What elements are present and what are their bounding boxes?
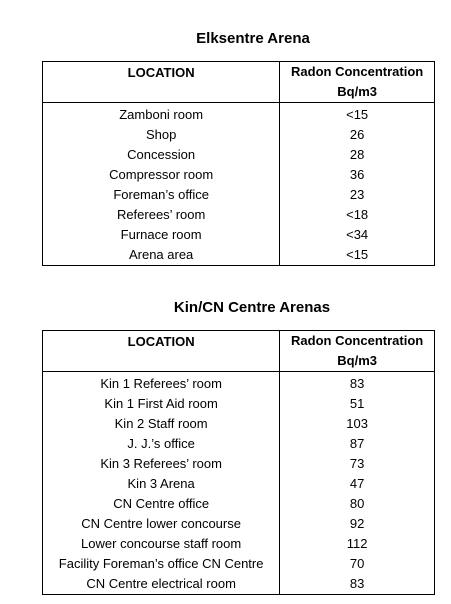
radon-value-cell: 87	[280, 434, 435, 454]
elksentre-title: Elksentre Arena	[196, 30, 310, 47]
table-row	[43, 554, 435, 574]
location-cell: Shop	[43, 125, 280, 145]
table-row	[43, 394, 435, 414]
table-row	[43, 474, 435, 494]
table-row	[43, 434, 435, 454]
radon-value-cell: <34	[280, 225, 435, 245]
table-row	[43, 574, 435, 595]
radon-header	[280, 62, 435, 103]
radon-value-cell: 36	[280, 165, 435, 185]
table-row	[43, 205, 435, 225]
location-cell: Lower concourse staff room	[43, 534, 280, 554]
location-cell: Kin 1 Referees’ room	[43, 372, 280, 395]
radon-value-cell: 26	[280, 125, 435, 145]
radon-header-line1: Radon Concentration	[291, 333, 424, 348]
table-row	[43, 534, 435, 554]
elksentre-radon-table	[42, 61, 435, 266]
radon-value-cell: 92	[280, 514, 435, 534]
location-cell: Kin 3 Referees’ room	[43, 454, 280, 474]
location-cell: Kin 1 First Aid room	[43, 394, 280, 414]
table-row	[43, 454, 435, 474]
radon-header-line2: Bq/m3	[337, 353, 377, 368]
location-header: LOCATION	[43, 331, 280, 372]
location-cell: Referees’ room	[43, 205, 280, 225]
radon-value-cell: 70	[280, 554, 435, 574]
radon-header-line2: Bq/m3	[337, 84, 377, 99]
table-row	[43, 103, 435, 126]
kin-cn-table-body	[43, 372, 435, 595]
location-cell: CN Centre electrical room	[43, 574, 280, 595]
radon-value-cell: 47	[280, 474, 435, 494]
radon-value-cell: 51	[280, 394, 435, 414]
table-row	[43, 245, 435, 266]
kin-cn-title: Kin/CN Centre Arenas	[173, 299, 331, 316]
table-row	[43, 225, 435, 245]
location-cell: CN Centre lower concourse	[43, 514, 280, 534]
radon-header	[280, 331, 435, 372]
location-cell: Facility Foreman’s office CN Centre	[43, 554, 280, 574]
kin-cn-radon-table	[42, 330, 435, 595]
table-row	[43, 514, 435, 534]
table-row	[43, 165, 435, 185]
radon-value-cell: 83	[280, 574, 435, 595]
radon-value-cell: <15	[280, 103, 435, 126]
radon-value-cell: 112	[280, 534, 435, 554]
location-cell: Furnace room	[43, 225, 280, 245]
radon-value-cell: <18	[280, 205, 435, 225]
radon-value-cell: 73	[280, 454, 435, 474]
location-cell: Kin 3 Arena	[43, 474, 280, 494]
radon-value-cell: 103	[280, 414, 435, 434]
location-cell: Kin 2 Staff room	[43, 414, 280, 434]
table-row	[43, 494, 435, 514]
table-header-row	[43, 331, 435, 372]
table-row	[43, 185, 435, 205]
radon-value-cell: 80	[280, 494, 435, 514]
location-cell: CN Centre office	[43, 494, 280, 514]
table-row	[43, 414, 435, 434]
table-row	[43, 125, 435, 145]
location-cell: Concession	[43, 145, 280, 165]
table-row	[43, 372, 435, 395]
radon-header-line1: Radon Concentration	[291, 64, 424, 79]
radon-value-cell: 83	[280, 372, 435, 395]
radon-value-cell: <15	[280, 245, 435, 266]
elksentre-table-body	[43, 103, 435, 266]
table-row	[43, 145, 435, 165]
location-cell: Compressor room	[43, 165, 280, 185]
location-cell: J. J.’s office	[43, 434, 280, 454]
radon-value-cell: 28	[280, 145, 435, 165]
radon-value-cell: 23	[280, 185, 435, 205]
location-cell: Zamboni room	[43, 103, 280, 126]
location-header: LOCATION	[43, 62, 280, 103]
table-header-row	[43, 62, 435, 103]
location-cell: Arena area	[43, 245, 280, 266]
location-cell: Foreman’s office	[43, 185, 280, 205]
